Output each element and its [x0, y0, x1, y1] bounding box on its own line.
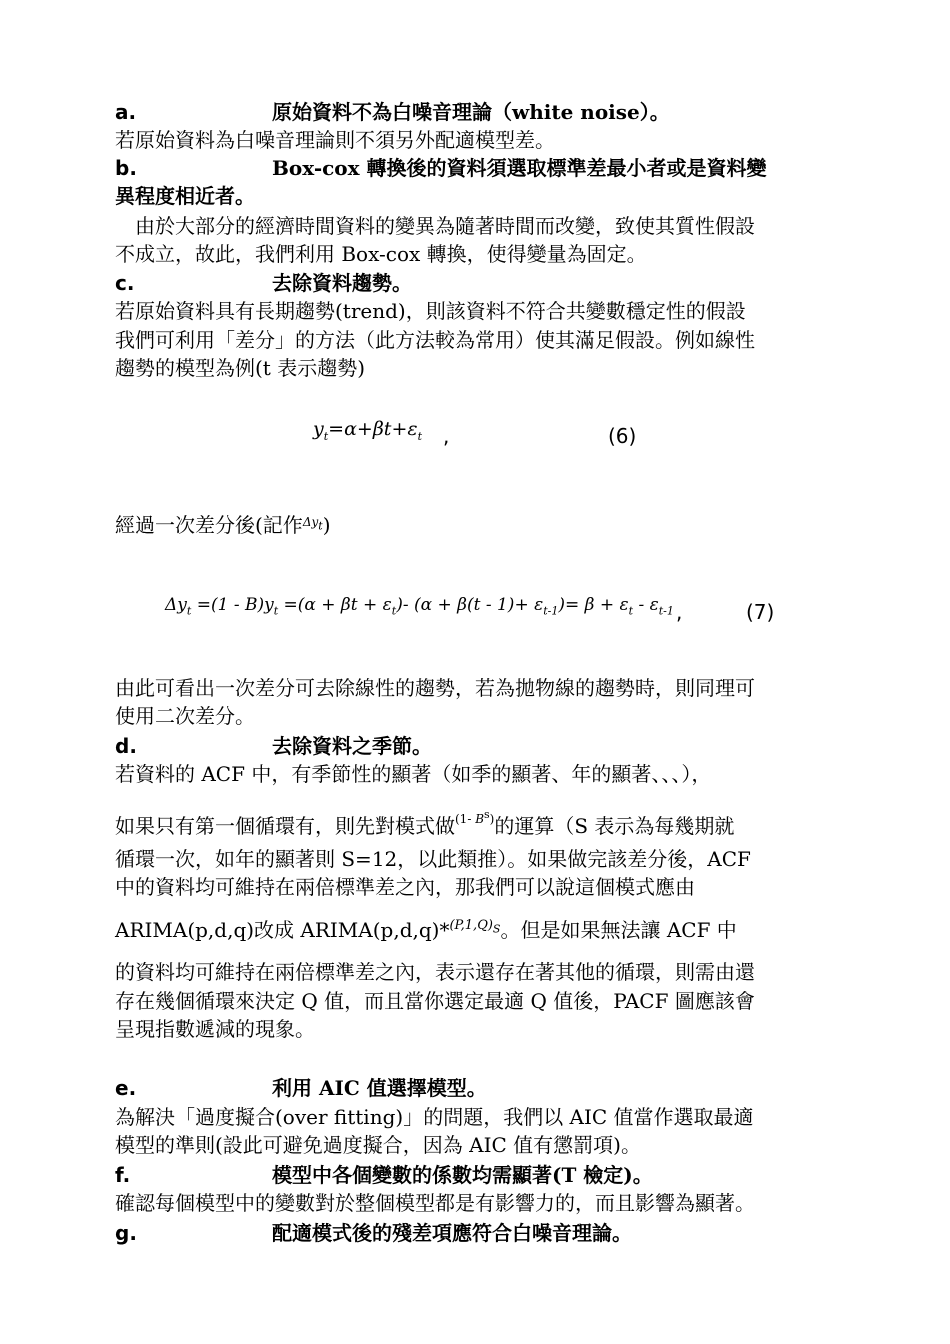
section-c-body-line1: 若原始資料具有長期趨勢(trend)，則該資料不符合共變數穩定性的假設	[115, 299, 746, 323]
section-c-title: 去除資料趨勢。	[272, 271, 412, 295]
section-b-body-line1: 由於大部分的經濟時間資料的變異為隨著時間而改變，致使其質性假設	[115, 214, 755, 238]
section-f-body: 確認每個模型中的變數對於整個模型都是有影響力的，而且影響為顯著。	[115, 1191, 755, 1215]
section-c-after-line2: 使用二次差分。	[115, 704, 255, 728]
section-e-label: e.	[115, 1076, 137, 1100]
section-e-heading	[115, 1075, 845, 1101]
section-d-line3: 循環一次，如年的顯著則 S=12，以此類推）。如果做完該差分後，ACF	[115, 847, 751, 871]
section-a-label: a.	[115, 100, 137, 124]
section-b-title-line1: Box-cox 轉換後的資料須選取標準差最小者或是資料變	[272, 156, 767, 180]
section-d-line5	[115, 913, 845, 943]
delta-y-symbol: Δyt	[302, 515, 323, 533]
equation-6: $y_t=\alpha+\beta t+\varepsilon_t$	[313, 418, 422, 443]
section-d-line5a: ARIMA(p,d,q)改成 ARIMA(p,d,q)*	[115, 918, 450, 942]
section-c-body-line2: 我們可利用「差分」的方法（此方法較為常用）使其滿足假設。例如線性	[115, 328, 755, 352]
seasonal-order: (P,1,Q)S	[449, 918, 501, 936]
section-e-body-line1: 為解決「過度擬合(over fitting)」的問題，我們以 AIC 值當作選取最適	[115, 1105, 754, 1129]
equation-6-comma: ,	[443, 424, 450, 448]
section-c-body-line3: 趨勢的模型為例(t 表示趨勢)	[115, 356, 365, 380]
section-d-line7: 存在幾個循環來決定 Q 值，而且當你選定最適 Q 值後，PACF 圖應該會	[115, 989, 755, 1013]
section-d-line1: 若資料的 ACF 中，有季節性的顯著（如季的顯著、年的顯著、、、），	[115, 762, 712, 786]
diff-text: 經過一次差分後(記作	[115, 513, 303, 537]
section-e-body-line2: 模型的準則(設此可避免過度擬合，因為 AIC 值有懲罰項)。	[115, 1133, 641, 1157]
section-d-line4: 中的資料均可維持在兩倍標準差之內，那我們可以說這個模式應由	[115, 875, 695, 899]
section-a-body: 若原始資料為白噪音理論則不須另外配適模型差。	[115, 128, 555, 152]
section-g-heading	[115, 1220, 845, 1246]
section-a-title: 原始資料不為白噪音理論（white noise）。	[272, 100, 670, 124]
section-a-heading	[115, 99, 845, 125]
section-b-heading	[115, 155, 845, 181]
section-b-title-line2: 異程度相近者。	[115, 184, 255, 208]
section-d-heading	[115, 733, 845, 759]
section-d-line2	[115, 802, 845, 839]
equation-7-comma: ,	[676, 600, 683, 624]
section-c-label: c.	[115, 271, 135, 295]
equation-7-number: (7)	[746, 600, 775, 624]
section-d-line2a: 如果只有第一個循環有，則先對模式做	[115, 814, 455, 838]
section-d-label: d.	[115, 734, 137, 758]
section-e-title: 利用 AIC 值選擇模型。	[272, 1076, 487, 1100]
section-d-line8: 呈現指數遞減的現象。	[115, 1017, 315, 1041]
section-b-label: b.	[115, 156, 137, 180]
section-g-label: g.	[115, 1221, 137, 1245]
seasonal-operator: (1- Bs)	[455, 808, 495, 826]
section-d-line6: 的資料均可維持在兩倍標準差之內，表示還存在著其他的循環，則需由還	[115, 960, 755, 984]
section-g-title: 配適模式後的殘差項應符合白噪音理論。	[272, 1221, 632, 1245]
section-f-title: 模型中各個變數的係數均需顯著(T 檢定)。	[272, 1163, 653, 1187]
equation-7: $\Delta y_t =(1 - B)y_t =(\alpha + \beta t + \varepsilon_t)-$ $(\alpha + \beta(t - 1)+ \varepsilon_{t-1})= \beta + \varepsilon_t - \varepsilon_{t-1}$	[165, 595, 674, 618]
section-f-label: f.	[115, 1163, 131, 1187]
section-c-heading	[115, 270, 845, 296]
diff-close: )	[322, 513, 331, 537]
section-c-after-line1: 由此可看出一次差分可去除線性的趨勢，若為拋物線的趨勢時，則同理可	[115, 676, 755, 700]
section-c-diff-text	[115, 509, 845, 539]
section-d-title: 去除資料之季節。	[272, 734, 432, 758]
section-d-line2b: 的運算（S 表示為每幾期就	[494, 814, 735, 838]
section-f-heading	[115, 1162, 845, 1188]
section-d-line5b: 。但是如果無法讓 ACF 中	[500, 918, 737, 942]
equation-6-number: (6)	[608, 424, 637, 448]
section-b-body-line2: 不成立，故此，我們利用 Box-cox 轉換，使得變量為固定。	[115, 242, 647, 266]
